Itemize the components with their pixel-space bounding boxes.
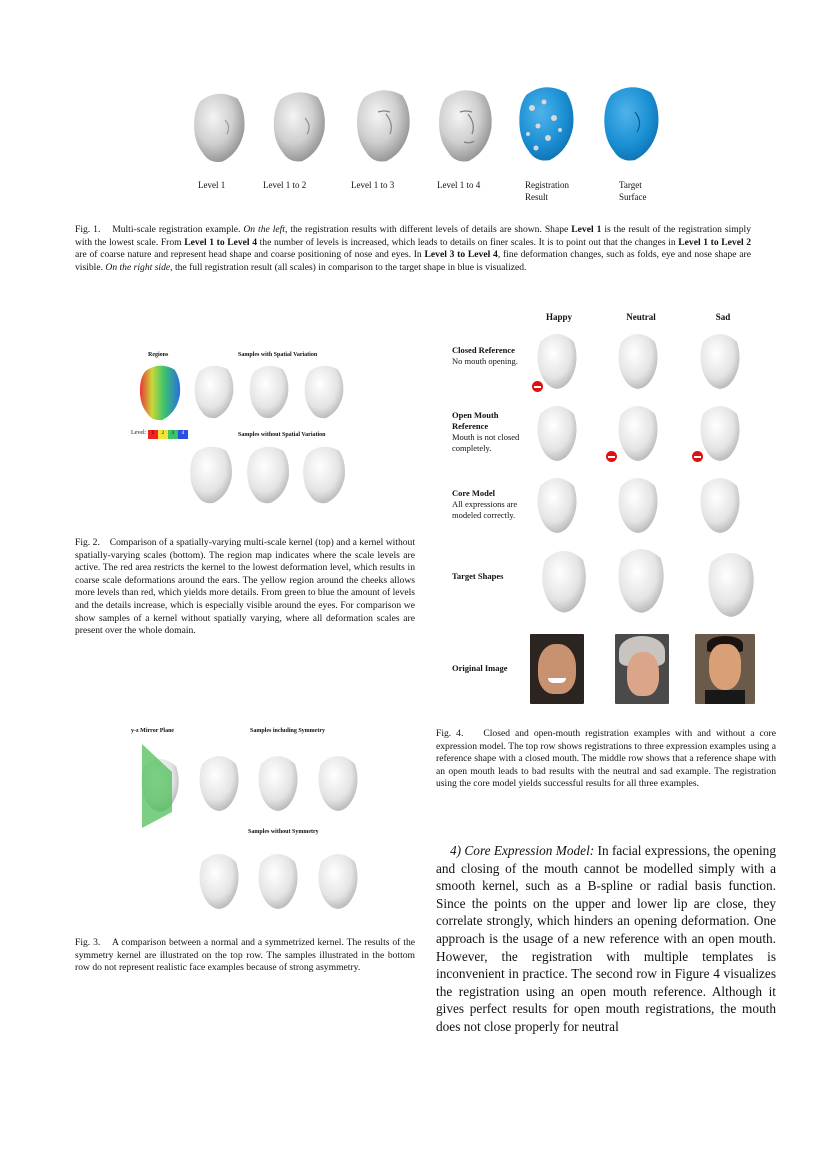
fig4-closed-sad	[695, 328, 745, 390]
face-level-1-to-4	[430, 86, 498, 166]
fig4-core-sad	[695, 472, 745, 534]
fig3-caption: Fig. 3. A comparison between a normal and a symmetrized kernel. The results of the symmetry kernel are illustrated on the top row. The samples illustrated in the bottom row do not represent realistic face examples because of strong asymmetry.	[75, 937, 416, 974]
fig3-mirror-title: y-z Mirror Plane	[131, 728, 175, 734]
fig2-sample-spatial-1	[188, 362, 238, 422]
fig4-photo-neutral	[615, 634, 669, 704]
face-target-surface	[595, 78, 665, 170]
fig3-sym-sample-3	[313, 750, 363, 812]
fig4-caption: Fig. 4. Closed and open-mouth registration examples with and without a core expression model. The top row shows registrations to three expression examples using a reference shape with a closed mouth. The middle row shows that a reference shape with an open mouth leads to bad results with the neutral and sad example. The registration using the core model yields successful results for all three examples.	[436, 728, 776, 790]
fig3-nosym-sample-2	[253, 846, 303, 912]
fig4-core-happy	[532, 472, 582, 534]
fig2-sample-spatial-2	[243, 362, 293, 422]
fig4-target-happy	[536, 542, 592, 616]
fig2-without-title: Samples without Spatial Variation	[238, 432, 326, 438]
fig4-row-target-shapes: Target Shapes	[452, 571, 504, 581]
fig2-sample-nospatial-3	[296, 442, 350, 508]
fig4-col-sad: Sad	[715, 312, 731, 322]
fig1-caption: Fig. 1. Multi-scale registration example. On the left, the registration results with different levels of details are shown. Shape Level 1 is the result of the registration simply with the lowest scale. From Level 1 to Level 4 the number of levels is increased, which leads to details on finer scales. It is to point out that the changes in Level 1 to Level 2 are of coarse nature and represent head shape and coarse positioning of nose and eyes. In Level 3 to Level 4, fine deformation changes, such as folds, eye and nose shape are visible. On the right side, the full registration result (all scales) in comparison to the target shape in blue is visualized.	[75, 224, 752, 273]
level-3-swatch: 3	[168, 430, 178, 439]
level-4-swatch: 4	[178, 430, 188, 439]
fig4-col-happy: Happy	[545, 312, 572, 322]
fig4-closed-neutral	[613, 328, 663, 390]
face-level-1-to-3	[348, 86, 416, 166]
fig2-regions-title: Regions	[148, 352, 169, 358]
fig4-row-closed-reference: Closed Reference No mouth opening.	[452, 345, 518, 366]
level-legend-label: Level:	[131, 430, 147, 436]
section-text: In facial expressions, the opening and closing of the mouth cannot be modelled simply with a smooth kernel, such as a B-spline or radial basis function. Since the points on the upper and lower lip are close, they correlate strongly, which hinders an opening deformation. One approach is the usage of a new reference with an open mouth. However, the registration with multiple templates is inconvenient in practice. The second row in Figure 4 visualizes the registration using an open mouth reference. Although it gives perfect results for open mouth registrations, the mouth does not close properly for neutral	[436, 843, 776, 1034]
fig4-row-original-image: Original Image	[452, 663, 508, 673]
no-entry-icon	[692, 451, 703, 462]
section-heading: 4) Core Expression Model:	[450, 843, 595, 858]
region-map-face	[133, 362, 185, 424]
fig2-with-title: Samples with Spatial Variation	[238, 352, 318, 358]
fig1-label-level-1: Level 1	[198, 180, 226, 190]
fig4-open-happy	[532, 400, 582, 462]
fig1-label-result: Result	[525, 192, 549, 202]
fig1-label-target: Target	[619, 180, 642, 190]
fig4-col-neutral: Neutral	[626, 312, 656, 322]
fig3-with-title: Samples including Symmetry	[250, 728, 326, 734]
fig2-sample-nospatial-1	[183, 442, 237, 508]
fig3-nosym-sample-1	[194, 846, 244, 912]
fig4-core-neutral	[613, 472, 663, 534]
fig4-open-sad	[695, 400, 745, 462]
fig1-label-surface: Surface	[619, 192, 647, 202]
mirror-plane-face	[132, 742, 188, 830]
no-entry-icon	[606, 451, 617, 462]
fig4-open-neutral	[613, 400, 663, 462]
fig4-row-open-mouth-reference: Open Mouth Reference Mouth is not closed completely.	[452, 410, 520, 453]
fig4-row-core-model: Core Model All expressions are modeled correctly.	[452, 488, 518, 520]
fig3-without-title: Samples without Symmetry	[248, 829, 319, 835]
fig4-photo-sad	[695, 634, 755, 704]
fig1-label-registration: Registration	[525, 180, 569, 190]
fig4-target-sad	[700, 546, 762, 618]
face-level-1-to-2	[265, 88, 331, 166]
fig2-sample-spatial-3	[298, 362, 348, 422]
section-core-expression-model	[436, 842, 776, 1036]
fig2-sample-nospatial-2	[240, 442, 294, 508]
level-1-swatch: 1	[148, 430, 158, 439]
fig2-caption: Fig. 2. Comparison of a spatially-varying multi-scale kernel (top) and a kernel without spatially-varying scales (bottom). The region map indicates where the scale levels are active. The red area restricts the kernel to the lowest deformation level, which results in coarse scale deformations around the ears. The yellow region around the cheeks allows more levels than red, which yields more details. From green to blue the amount of levels and the details increase, which is especially visible around the eyes. For comparison we show samples of a kernel without spatially varying, where all deformation scales are present over the whole domain.	[75, 537, 416, 637]
fig4-target-neutral	[612, 540, 670, 616]
fig1-label-level-1-to-2: Level 1 to 2	[263, 180, 307, 190]
level-2-swatch: 2	[158, 430, 168, 439]
face-registration-result	[510, 78, 580, 170]
fig4-photo-happy	[530, 634, 584, 704]
fig3-sym-sample-2	[253, 750, 303, 812]
level-legend	[131, 430, 188, 439]
fig1-label-level-1-to-3: Level 1 to 3	[351, 180, 395, 190]
no-entry-icon	[532, 381, 543, 392]
face-level-1	[185, 90, 251, 166]
fig3-nosym-sample-3	[313, 846, 363, 912]
fig1-label-level-1-to-4: Level 1 to 4	[437, 180, 481, 190]
fig3-sym-sample-1	[194, 750, 244, 812]
